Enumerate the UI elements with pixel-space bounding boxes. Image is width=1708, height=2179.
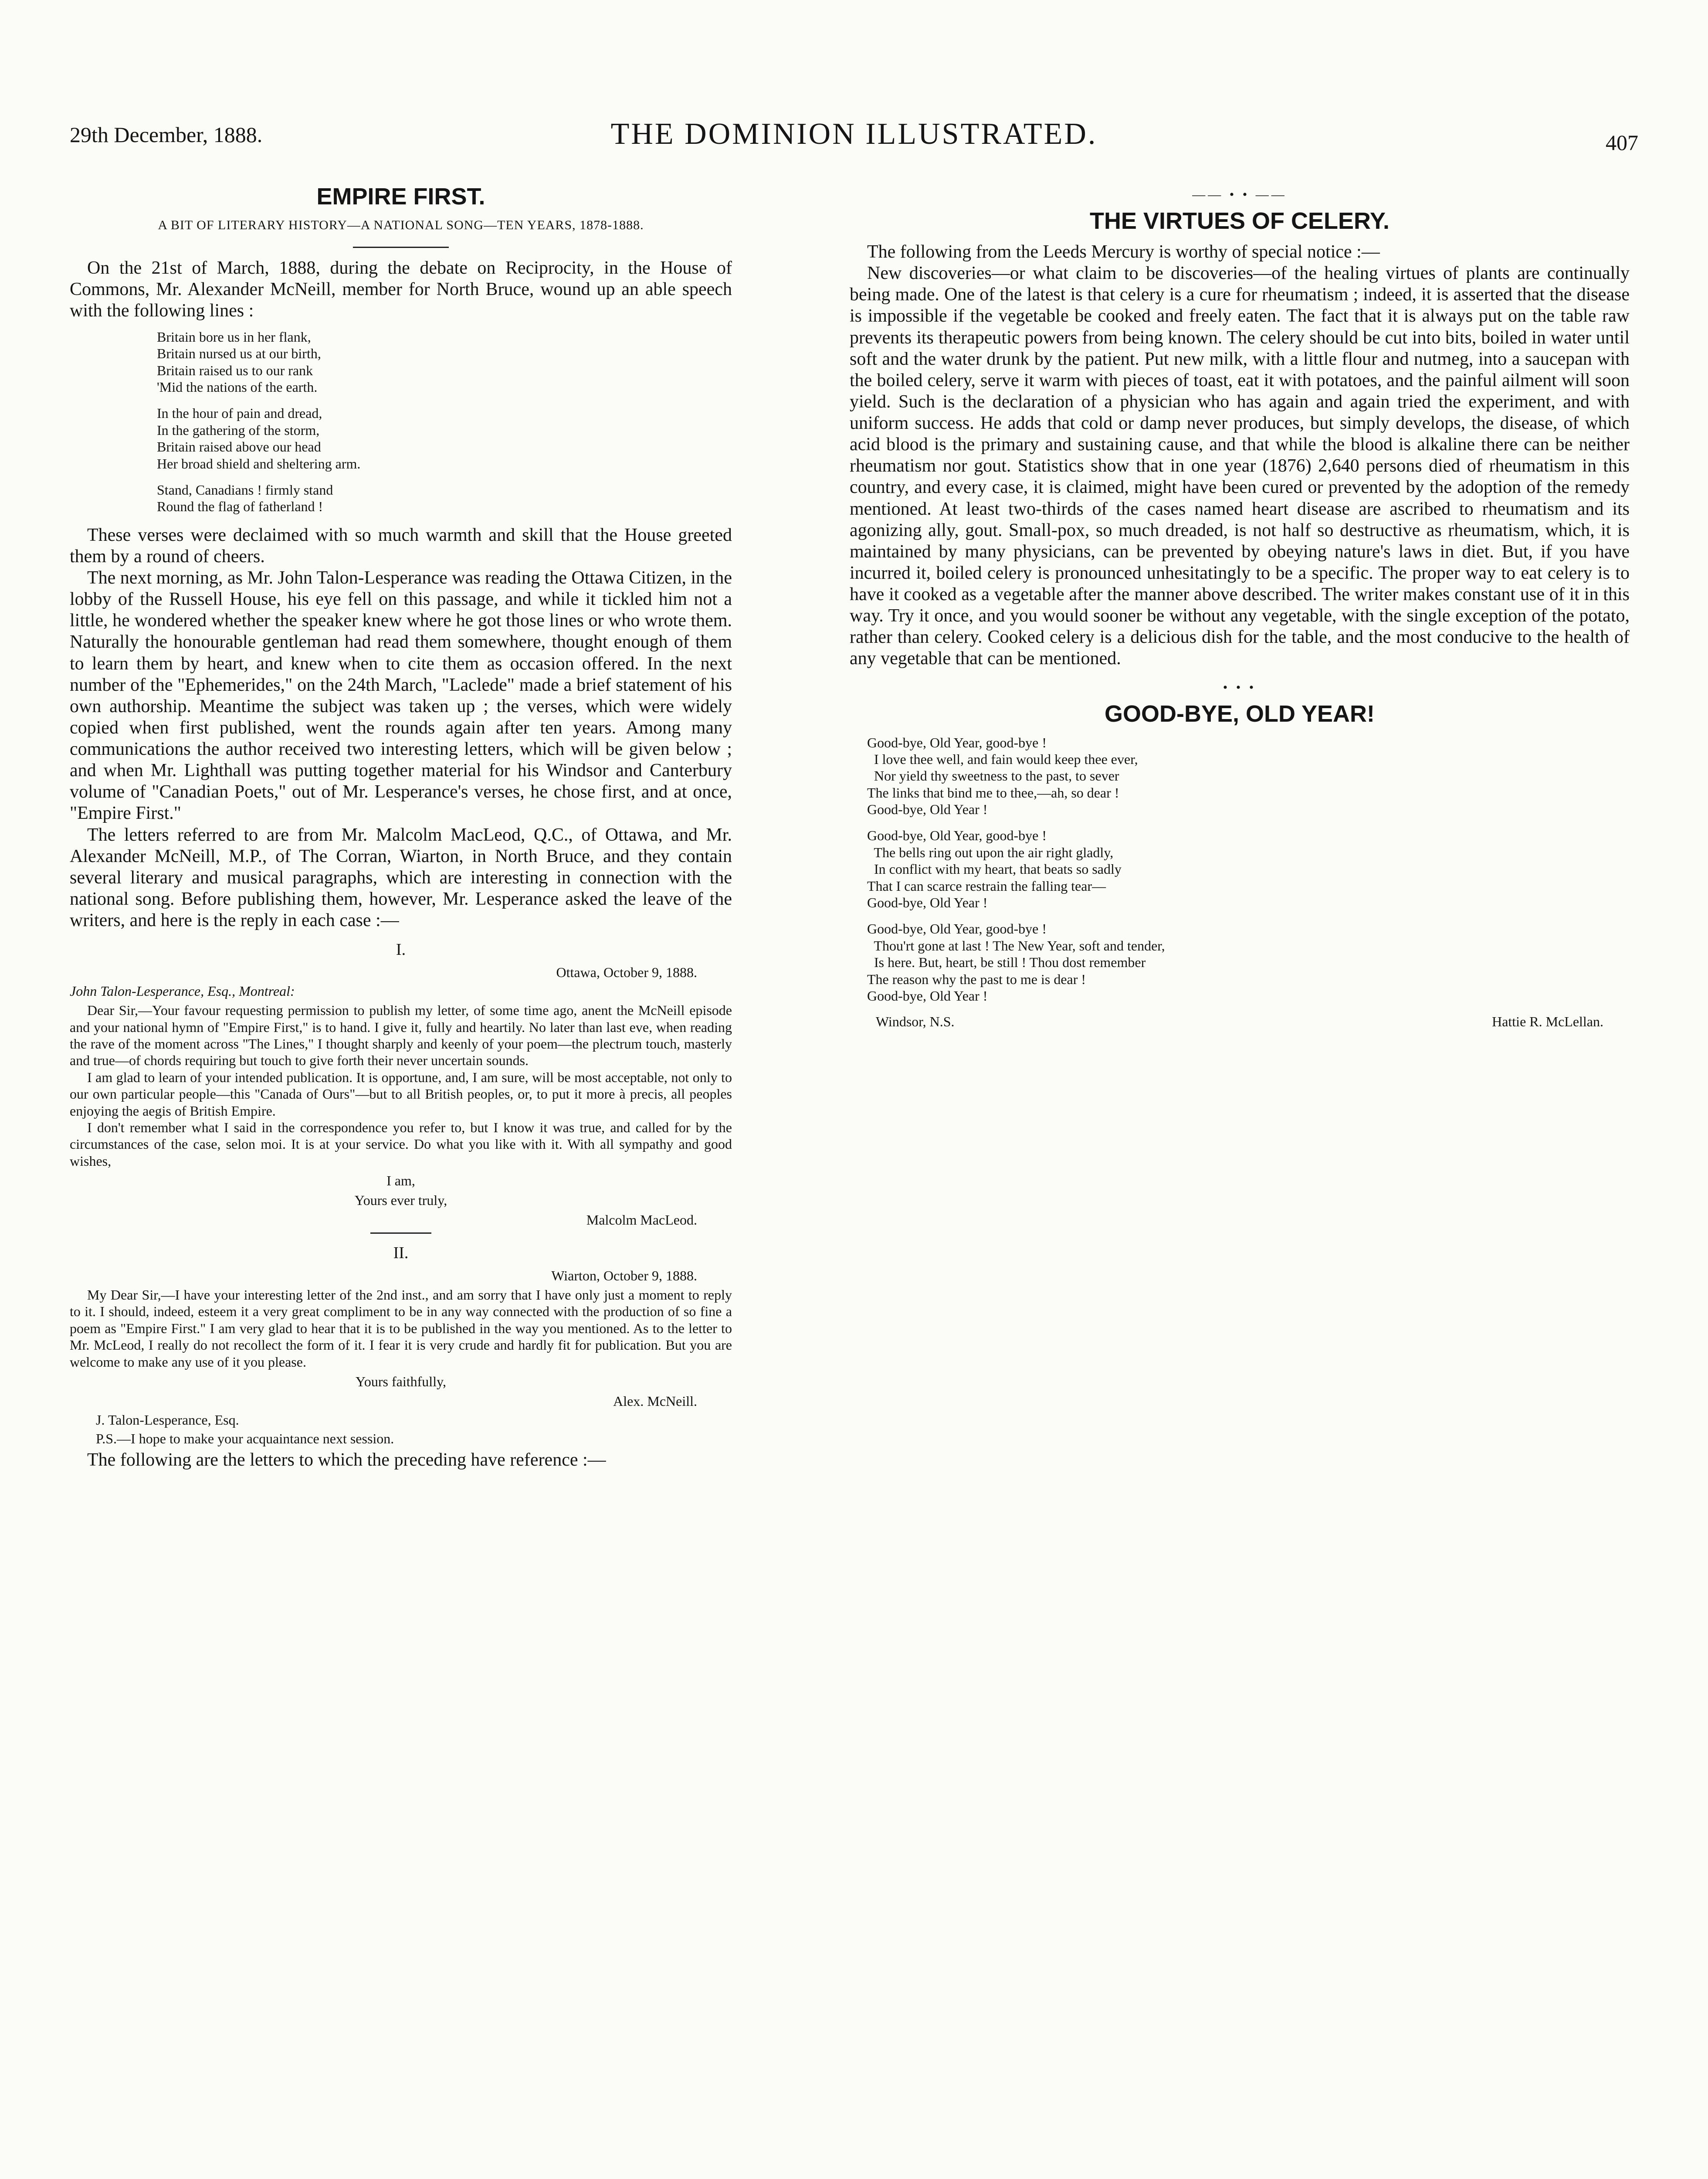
letter-numeral: II. [393,1244,409,1263]
divider [370,1232,431,1234]
quoted-poem [157,329,732,515]
poem-stanza: Britain bore us in her flank, Britain nursed us at our birth, Britain raised us to our rank 'Mid the nations of the earth. [157,329,321,395]
article-subhead: A BIT OF LITERARY HISTORY—A NATIONAL SONG—TEN YEARS, 1878-1888. [158,218,644,232]
letter-numeral: I. [396,940,406,959]
poem-stanza: Good-bye, Old Year, good-bye ! The bells ring out upon the air right gladly, In conflict with my heart, that beats so sadly That I can scarce restrain the falling tear— Good-bye, Old Year ! [867,828,1122,911]
divider [353,247,449,248]
good-bye-poem [867,734,1630,1005]
page-number: 407 [1606,130,1638,155]
body-paragraph: These verses were declaimed with so much warmth and skill that the House greeted them by a round of cheers. [70,525,732,567]
body-paragraph: The next morning, as Mr. John Talon-Lesperance was reading the Ottawa Citizen, in the lobby of the Russell House, his eye fell on this passage, and while it tickled him not a little, he wondered whether the speaker knew where he got those lines or who wrote them. Naturally the honourable gentleman had read them somewhere, thought enough of them to learn them by heart, and knew when to cite them as occasion offered. In the next number of the "Ephemerides," on the 24th March, "Laclede" made a brief statement of his own authorship. Meantime the subject was taken up ; the verses, which were widely copied when first published, went the rounds again after ten years. Among many communications the author received two interesting letters, which will be given below ; and when Mr. Lighthall was putting together material for his Windsor and Canterbury volume of "Canadian Poets," out of Mr. Lesperance's verses, he chose first, and at once, "Empire First." [70,568,732,824]
poem-stanza: Good-bye, Old Year, good-bye ! I love thee well, and fain would keep thee ever, Nor yield thy sweetness to the past, to sever The links that bind me to thee,—ah, so dear ! Good-bye, Old Year ! [867,734,1138,818]
poem-place: Windsor, N.S. [876,1014,955,1030]
letter-dateline: Ottawa, October 9, 1888. [556,964,697,981]
letter-closing: I am, [386,1173,415,1189]
issue-date: 29th December, 1888. [70,122,263,147]
poem-stanza: Good-bye, Old Year, good-bye ! Thou'rt gone at last ! The New Year, soft and tender, Is here. But, heart, be still ! Thou dost remember The reason why the past to me is dear ! Good-bye, Old Year ! [867,921,1165,1004]
article-title-celery: THE VIRTUES OF CELERY. [1089,208,1390,234]
poem-signoff [850,1014,1630,1030]
section-ornament: • • • [1223,680,1257,695]
letter-paragraph: I don't remember what I said in the correspondence you refer to, but I know it was true, and called for by the circumstances of the case, selon moi. It is at your service. Do what you like with it. With all sympathy and good wishes, [70,1119,732,1169]
letter-recipient: J. Talon-Lesperance, Esq. [96,1412,239,1428]
letter-paragraph: Dear Sir,—Your favour requesting permission to publish my letter, of some time ago, anent the McNeill episode and your national hymn of "Empire First," is to hand. I give it, fully and heartily. No later than last eve, when reading the rave of the moment across "The Lines," I thought sharply and keenly of your poem—the plectrum touch, masterly and true—of chords requiring but touch to give forth their never uncertain sounds. [70,1002,732,1069]
poem-author: Hattie R. McLellan. [1492,1014,1603,1030]
letter-paragraph: My Dear Sir,—I have your interesting letter of the 2nd inst., and am sorry that I have only just a moment to reply to it. I should, indeed, esteem it a very great compliment to be in any way connected with the production of so fine a poem as "Empire First." I am very glad to hear that it is to be published in the way you mentioned. As to the letter to Mr. McLeod, I really do not recollect the form of it. I fear it is very crude and hardly fit for publication. But you are welcome to make any use of it you please. [70,1287,732,1370]
letter-dateline: Wiarton, October 9, 1888. [551,1268,697,1284]
poem-stanza: In the hour of pain and dread, In the gathering of the storm, Britain raised above our head Her broad shield and sheltering arm. [157,405,361,472]
body-paragraph: The letters referred to are from Mr. Malcolm MacLeod, Q.C., of Ottawa, and Mr. Alexander McNeill, M.P., of The Corran, Wiarton, in North Bruce, and they contain several literary and musical paragraphs, which are interesting in connection with the national song. Before publishing them, however, Mr. Lesperance asked the leave of the writers, and here is the reply in each case :— [70,825,732,931]
left-column [70,183,732,2179]
intro-paragraph: On the 21st of March, 1888, during the debate on Reciprocity, in the House of Commons, Mr. Alexander McNeill, member for North Bruce, wound up an able speech with the following lines : [70,258,732,321]
letter-closing: Yours ever truly, [354,1192,447,1208]
masthead-title: THE DOMINION ILLUSTRATED. [610,117,1098,151]
letter-closing: Yours faithfully, [355,1374,446,1390]
body-paragraph: New discoveries—or what claim to be discoveries—of the healing virtues of plants are continually being made. One of the latest is that celery is a cure for rheumatism ; indeed, it is asserted that the disease is impossible if the vegetable be cooked and freely eaten. The fact that it is always put on the table raw prevents its therapeutic powers from being known. The celery should be cut into bits, boiled in water until soft and the water drunk by the patient. Put new milk, with a little flour and nutmeg, into a saucepan with the boiled celery, serve it warm with pieces of toast, eat it with potatoes, and the painful ailment will soon yield. Such is the declaration of a physician who has again and again tried the experiment, and with uniform success. He adds that cold or damp never produces, but simply develops, the disease, of which acid blood is the primary and sustaining cause, and that while the blood is alkaline there can be neither rheumatism nor gout. Statistics show that in one year (1876) 2,640 persons died of rheumatism in this country, and every case, it is claimed, might have been cured or prevented by the adoption of the remedy mentioned. At least two-thirds of the cases named heart disease are ascribed to rheumatism and its agonizing ally, gout. Small-pox, so much dreaded, is not half so destructive as rheumatism, which, it is maintained by many physicians, can be prevented by obeying nature's laws in diet. But, if you have incurred it, boiled celery is pronounced unhesitatingly to be a specific. The proper way to eat celery is to have it cooked as a vegetable after the manner above described. The writer makes constant use of it in this way. Try it once, and you would sooner be without any vegetable, with the single exception of the potato, rather than celery. Cooked celery is a delicious dish for the table, and the most conducive to the health of any vegetable that can be mentioned. [850,263,1630,669]
body-paragraph: The following from the Leeds Mercury is worthy of special notice :— [867,242,1380,262]
article-title-empire-first: EMPIRE FIRST. [316,183,485,210]
poem-stanza: Stand, Canadians ! firmly stand Round the flag of fatherland ! [157,482,333,515]
page-header [70,113,1638,161]
letter-signature: Malcolm MacLeod. [586,1212,697,1228]
transition-paragraph: The following are the letters to which the preceding have reference :— [87,1450,606,1470]
section-ornament: —— • • —— [1192,187,1287,202]
letter-addressee: John Talon-Lesperance, Esq., Montreal: [70,983,295,999]
letter-postscript: P.S.—I hope to make your acquaintance next session. [96,1431,394,1447]
letter-paragraph: I am glad to learn of your intended publication. It is opportune, and, I am sure, will be most acceptable, not only to our own particular people—this "Canada of Ours"—but to all British peoples, or, to put it more à precis, all peoples enjoying the aegis of British Empire. [70,1069,732,1119]
article-title-good-bye: GOOD-BYE, OLD YEAR! [1104,700,1375,727]
letter-signature: Alex. McNeill. [613,1393,697,1409]
right-column [850,183,1630,2179]
